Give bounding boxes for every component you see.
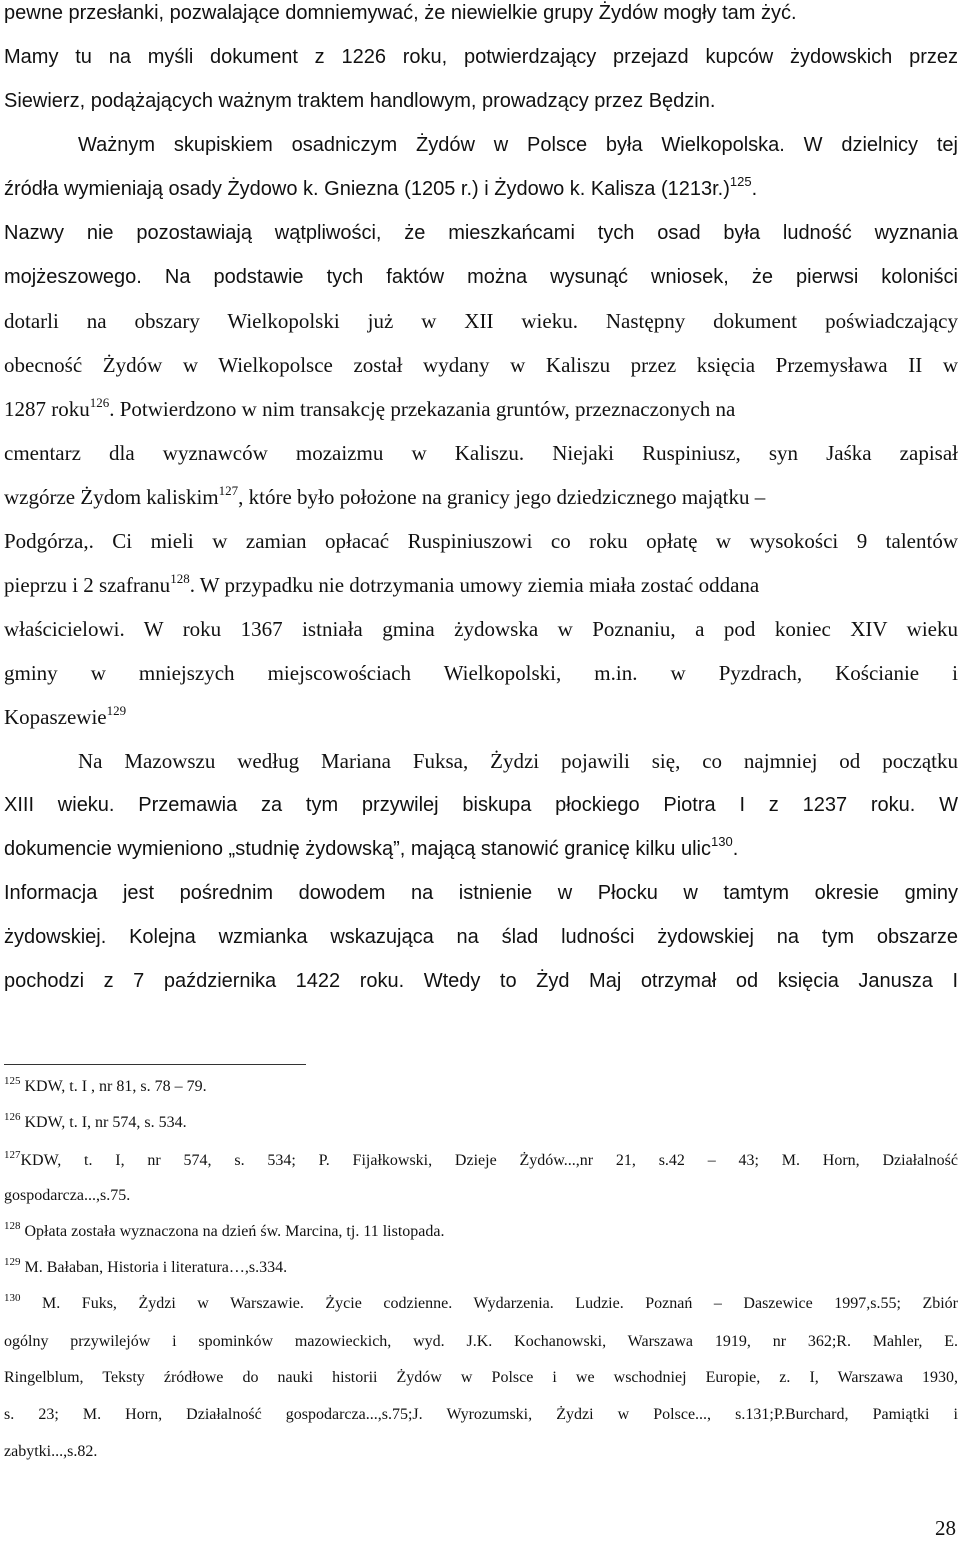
body-line: mojżeszowego. Na podstawie tych faktów można wysunąć wniosek, że pierwsi koloniści — [4, 266, 958, 288]
body-line: Ważnym skupiskiem osadniczym Żydów w Polsce była Wielkopolska. W dzielnicy tej — [78, 134, 958, 156]
body-text: . — [732, 838, 739, 860]
body-line: Na Mazowszu według Mariana Fuksa, Żydzi pojawili się, co najmniej od początku — [78, 749, 958, 773]
body-line: gminy w mniejszych miejscowościach Wielkopolski, m.in. w Pyzdrach, Kościanie i — [4, 661, 958, 685]
body-text: dokumencie wymieniono „studnię żydowską”, mającą stanowić granicę kilku ulic — [4, 838, 711, 860]
footnote-text: KDW, t. I, nr 574, s. 534; P. Fijałkowski, Dzieje Żydów...,nr 21, s.42 – 43; M. Horn, Działalność — [20, 1152, 958, 1169]
footnote-separator — [4, 1064, 306, 1065]
footnote — [4, 1258, 958, 1278]
footnote-continuation: gospodarcza...,s.75. — [4, 1187, 131, 1204]
body-text: . Potwierdzono w nim transakcję przekazania gruntów, przeznaczonych na — [109, 397, 736, 421]
footnote-text: Opłata została wyznaczona na dzień św. Marcina, tj. 11 listopada. — [20, 1223, 445, 1240]
footnote-text: KDW, t. I , nr 81, s. 78 – 79. — [20, 1078, 207, 1095]
page-number: 28 — [935, 1516, 956, 1540]
body-line: obecność Żydów w Wielkopolsce został wydany w Kaliszu przez księcia Przemysława II w — [4, 353, 958, 377]
body-text: . W przypadku nie dotrzymania umowy ziemia miała zostać oddana — [189, 573, 760, 597]
body-line: Podgórza,. Ci mieli w zamian opłacać Ruspiniuszowi co roku opłatę w wysokości 9 talentów — [4, 529, 958, 553]
footnote-text: M. Fuks, Żydzi w Warszawie. Życie codzienne. Wydarzenia. Ludzie. Poznań – Daszewice 1997,s.55; Zbiór — [20, 1295, 958, 1312]
body-line: pewne przesłanki, pozwalające domniemywać, że niewielkie grupy Żydów mogły tam żyć. — [4, 2, 797, 24]
body-line: XIII wieku. Przemawia za tym przywilej biskupa płockiego Piotra I z 1237 roku. W — [4, 794, 958, 816]
body-line: właścicielowi. W roku 1367 istniała gmina żydowska w Poznaniu, a pod koniec XIV wieku — [4, 617, 958, 641]
body-text: źródła wymieniają osady Żydowo k. Gniezna (1205 r.) i Żydowo k. Kalisza (1213r.) — [4, 178, 730, 200]
footnote-continuation: ogólny przywilejów i spominków mazowieckich, wyd. J.K. Kochanowski, Warszawa 1919, nr 362;R. Mahler, E. — [4, 1333, 958, 1350]
body-line — [4, 836, 958, 862]
footnote-number: 128 — [4, 1220, 21, 1232]
body-line: cmentarz dla wyznawców mozaizmu w Kaliszu. Niejaki Ruspiniusz, syn Jaśka zapisał — [4, 441, 958, 465]
body-text: 1287 roku — [4, 397, 90, 421]
footnote-continuation: zabytki...,s.82. — [4, 1443, 98, 1460]
body-line — [4, 704, 958, 730]
footnote — [4, 1077, 958, 1097]
body-line — [4, 176, 958, 202]
body-line: Mamy tu na myśli dokument z 1226 roku, potwierdzający przejazd kupców żydowskich przez — [4, 46, 958, 68]
footnote-number: 125 — [4, 1075, 21, 1087]
footnote-number: 129 — [4, 1256, 21, 1268]
footnote-continuation: s. 23; M. Horn, Działalność gospodarcza...,s.75;J. Wyrozumski, Żydzi w Polsce..., s.131;P.Burchard, Pamiątki i — [4, 1406, 958, 1423]
body-line: Nazwy nie pozostawiają wątpliwości, że mieszkańcami tych osad była ludność wyznania — [4, 222, 958, 244]
footnote-ref: 125 — [729, 174, 752, 189]
footnote-number: 126 — [4, 1111, 21, 1123]
body-line — [4, 484, 958, 510]
body-line — [4, 396, 958, 422]
footnote-ref: 129 — [106, 703, 127, 718]
footnote — [4, 1151, 958, 1171]
footnote-continuation: Ringelblum, Teksty źródłowe do nauki historii Żydów w Polsce i we wschodniej Europie, z. I, Warszawa 1930, — [4, 1369, 958, 1386]
footnote-text: M. Bałaban, Historia i literatura…,s.334. — [20, 1259, 288, 1276]
body-line: pochodzi z 7 października 1422 roku. Wtedy to Żyd Maj otrzymał od księcia Janusza I — [4, 970, 958, 992]
footnote — [4, 1294, 958, 1314]
footnote-number: 127 — [4, 1149, 21, 1161]
body-text: , które było położone na granicy jego dziedzicznego majątku – — [238, 485, 766, 509]
footnote-ref: 130 — [710, 834, 733, 849]
footnote-ref: 128 — [170, 571, 190, 586]
body-text: Kopaszewie — [4, 705, 107, 729]
footnote-ref: 126 — [89, 395, 110, 410]
body-line: Informacja jest pośrednim dowodem na istnienie w Płocku w tamtym okresie gminy — [4, 882, 958, 904]
body-line — [4, 572, 958, 598]
footnote-text: KDW, t. I, nr 574, s. 534. — [20, 1114, 187, 1131]
footnote-number: 130 — [4, 1292, 21, 1304]
footnote — [4, 1222, 958, 1242]
body-line: Siewierz, podążających ważnym traktem handlowym, prowadzący przez Będzin. — [4, 90, 716, 112]
body-text: pieprzu i 2 szafranu — [4, 573, 171, 597]
body-text: wzgórze Żydom kaliskim — [4, 485, 219, 509]
body-line: żydowskiej. Kolejna wzmianka wskazująca na ślad ludności żydowskiej na tym obszarze — [4, 926, 958, 948]
body-line: dotarli na obszary Wielkopolski już w XII wieku. Następny dokument poświadczający — [4, 309, 958, 333]
footnote-ref: 127 — [218, 483, 239, 498]
footnote — [4, 1113, 958, 1133]
body-text: . — [751, 178, 758, 200]
